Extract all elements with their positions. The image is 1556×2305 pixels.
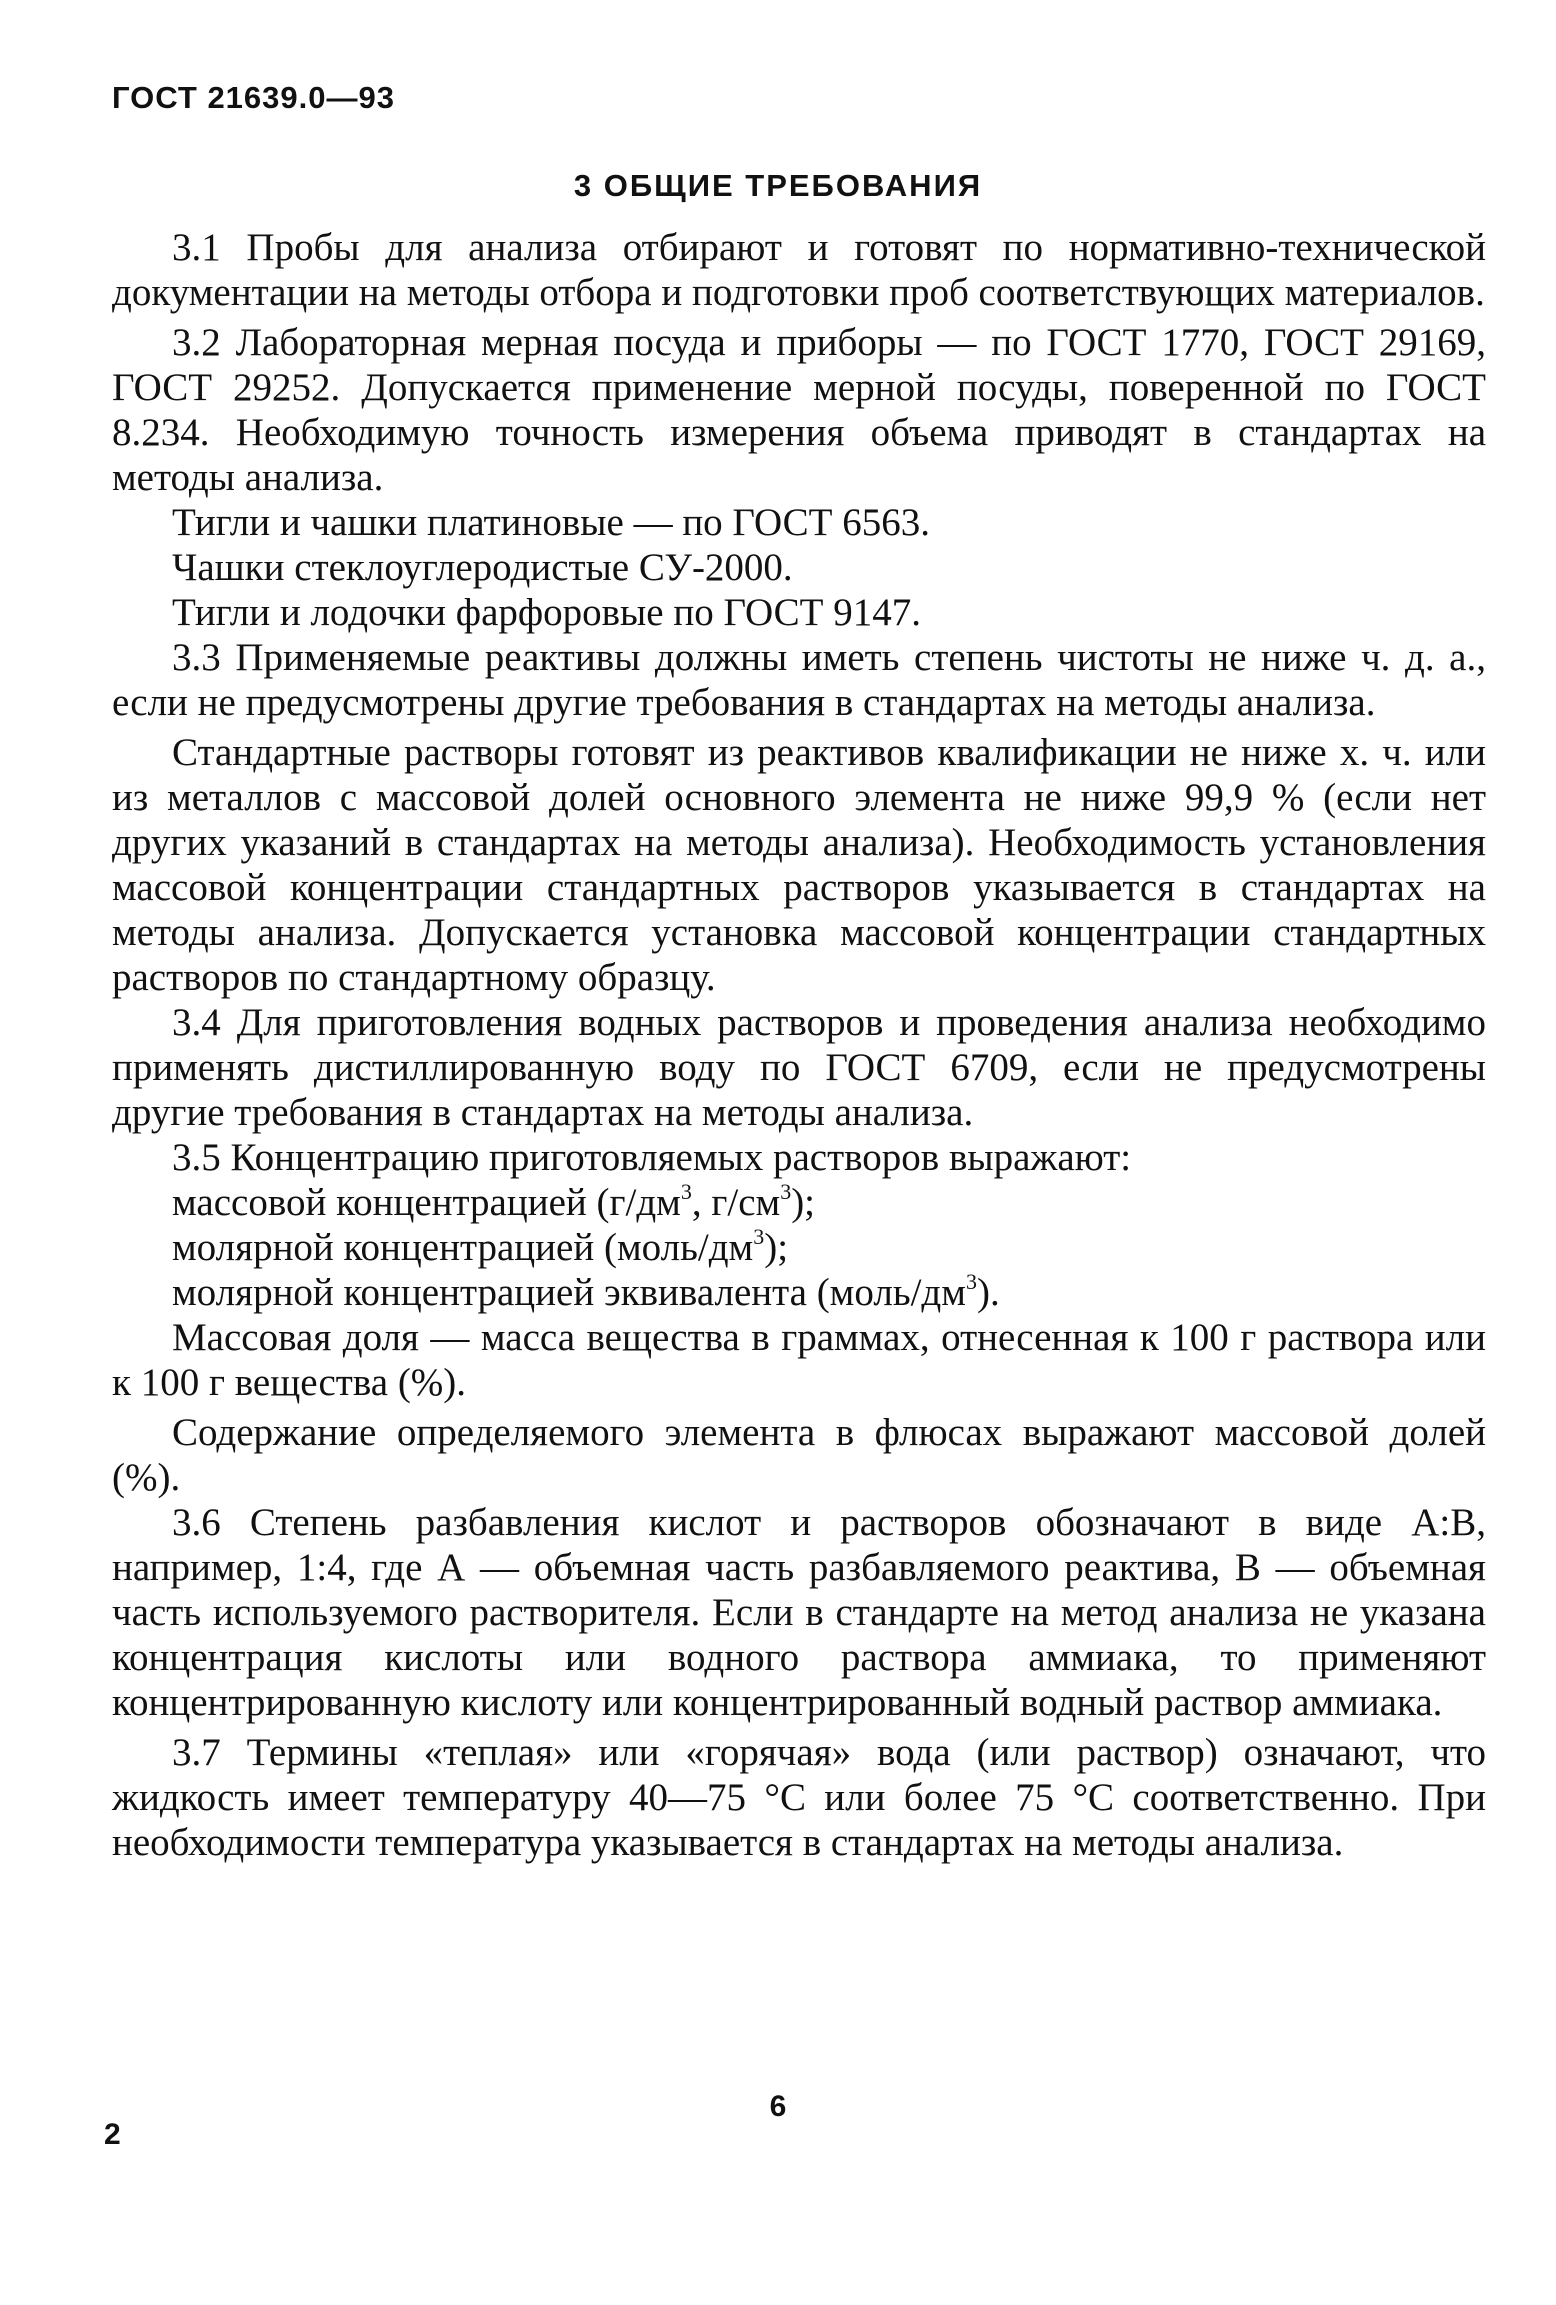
superscript-3: 3 bbox=[680, 1179, 692, 1204]
paragraph-3-5: 3.5 Концентрацию приготовляемых растворов выражают: bbox=[172, 1136, 1132, 1179]
paragraph-3-5-mass-concentration bbox=[112, 1180, 1486, 1225]
paragraph-3-5-mass-fraction: Массовая доля — масса вещества в граммах, отнесенная к 100 г раствора или к 100 г вещества (%). bbox=[112, 1316, 1486, 1404]
mass-concentration-text-b: , г/см bbox=[691, 1181, 781, 1224]
section-body bbox=[112, 225, 1486, 1865]
standard-code-header: ГОСТ 21639.0—93 bbox=[112, 80, 395, 115]
paragraph-3-2-crucibles: Тигли и чашки платиновые — по ГОСТ 6563. bbox=[172, 501, 930, 544]
paragraph-3-5-element-content: Содержание определяемого элемента в флюсах выражают массовой долей (%). bbox=[112, 1411, 1486, 1499]
mass-concentration-text-a: массовой концентрацией (г/дм bbox=[172, 1181, 681, 1224]
section-title: 3 ОБЩИЕ ТРЕБОВАНИЯ bbox=[573, 168, 983, 203]
sheet-number: 2 bbox=[104, 2118, 121, 2151]
paragraph-3-4: 3.4 Для приготовления водных растворов и проведения анализа необходимо применять дистиллированную воду по ГОСТ 6709, если не предусмотрены другие требования в стандартах на методы анализа. bbox=[112, 1001, 1486, 1134]
mass-concentration-text-c: ); bbox=[791, 1181, 816, 1224]
paragraph-3-3: 3.3 Применяемые реактивы должны иметь степень чистоты не ниже ч. д. а., если не предусмотрены другие требования в стандартах на методы анализа. bbox=[112, 636, 1486, 724]
paragraph-3-6: 3.6 Степень разбавления кислот и растворов обозначают в виде А:В, например, 1:4, где А — объемная часть разбавляемого реактива, В — объемная часть используемого растворителя. Если в стандарте на метод анализа не указана концентрация кислоты или водного раствора аммиака, то применяют концентрированную кислоту или концентрированный водный раствор аммиака. bbox=[112, 1501, 1486, 1724]
paragraph-3-2-dishes: Чашки стеклоуглеродистые СУ-2000. bbox=[172, 546, 793, 589]
paragraph-3-5-equivalent-concentration bbox=[112, 1270, 1486, 1315]
page-number: 6 bbox=[769, 2090, 787, 2123]
molar-concentration-text-a: молярной концентрацией (моль/дм bbox=[172, 1226, 754, 1269]
paragraph-3-2-boats: Тигли и лодочки фарфоровые по ГОСТ 9147. bbox=[172, 591, 921, 634]
superscript-3: 3 bbox=[753, 1224, 765, 1249]
superscript-3: 3 bbox=[780, 1179, 792, 1204]
paragraph-3-3-standard-solutions: Стандартные растворы готовят из реактивов квалификации не ниже х. ч. или из металлов с массовой долей основного элемента не ниже 99,9 % (если нет других указаний в стандартах на методы анализа). Необходимость установления массовой концентрации стандартных растворов указывается в стандартах на методы анализа. Допускается установка массовой концентрации стандартных растворов по стандартному образцу. bbox=[112, 731, 1486, 999]
equivalent-concentration-text-a: молярной концентрацией эквивалента (моль/дм bbox=[172, 1271, 966, 1314]
paragraph-3-5-molar-concentration bbox=[112, 1225, 1486, 1270]
paragraph-3-7: 3.7 Термины «теплая» или «горячая» вода (или раствор) означают, что жидкость имеет температуру 40—75 °С или более 75 °С соответственно. При необходимости температура указывается в стандартах на методы анализа. bbox=[112, 1731, 1486, 1864]
paragraph-3-2: 3.2 Лабораторная мерная посуда и приборы — по ГОСТ 1770, ГОСТ 29169, ГОСТ 29252. Допускается применение мерной посуды, поверенной по ГОСТ 8.234. Необходимую точность измерения объема приводят в стандартах на методы анализа. bbox=[112, 321, 1486, 499]
equivalent-concentration-text-b: ). bbox=[976, 1271, 1000, 1314]
superscript-3: 3 bbox=[965, 1269, 977, 1294]
molar-concentration-text-b: ); bbox=[764, 1226, 789, 1269]
paragraph-3-1: 3.1 Пробы для анализа отбирают и готовят по нормативно-технической документации на методы отбора и подготовки проб соответствующих материалов. bbox=[112, 226, 1486, 314]
